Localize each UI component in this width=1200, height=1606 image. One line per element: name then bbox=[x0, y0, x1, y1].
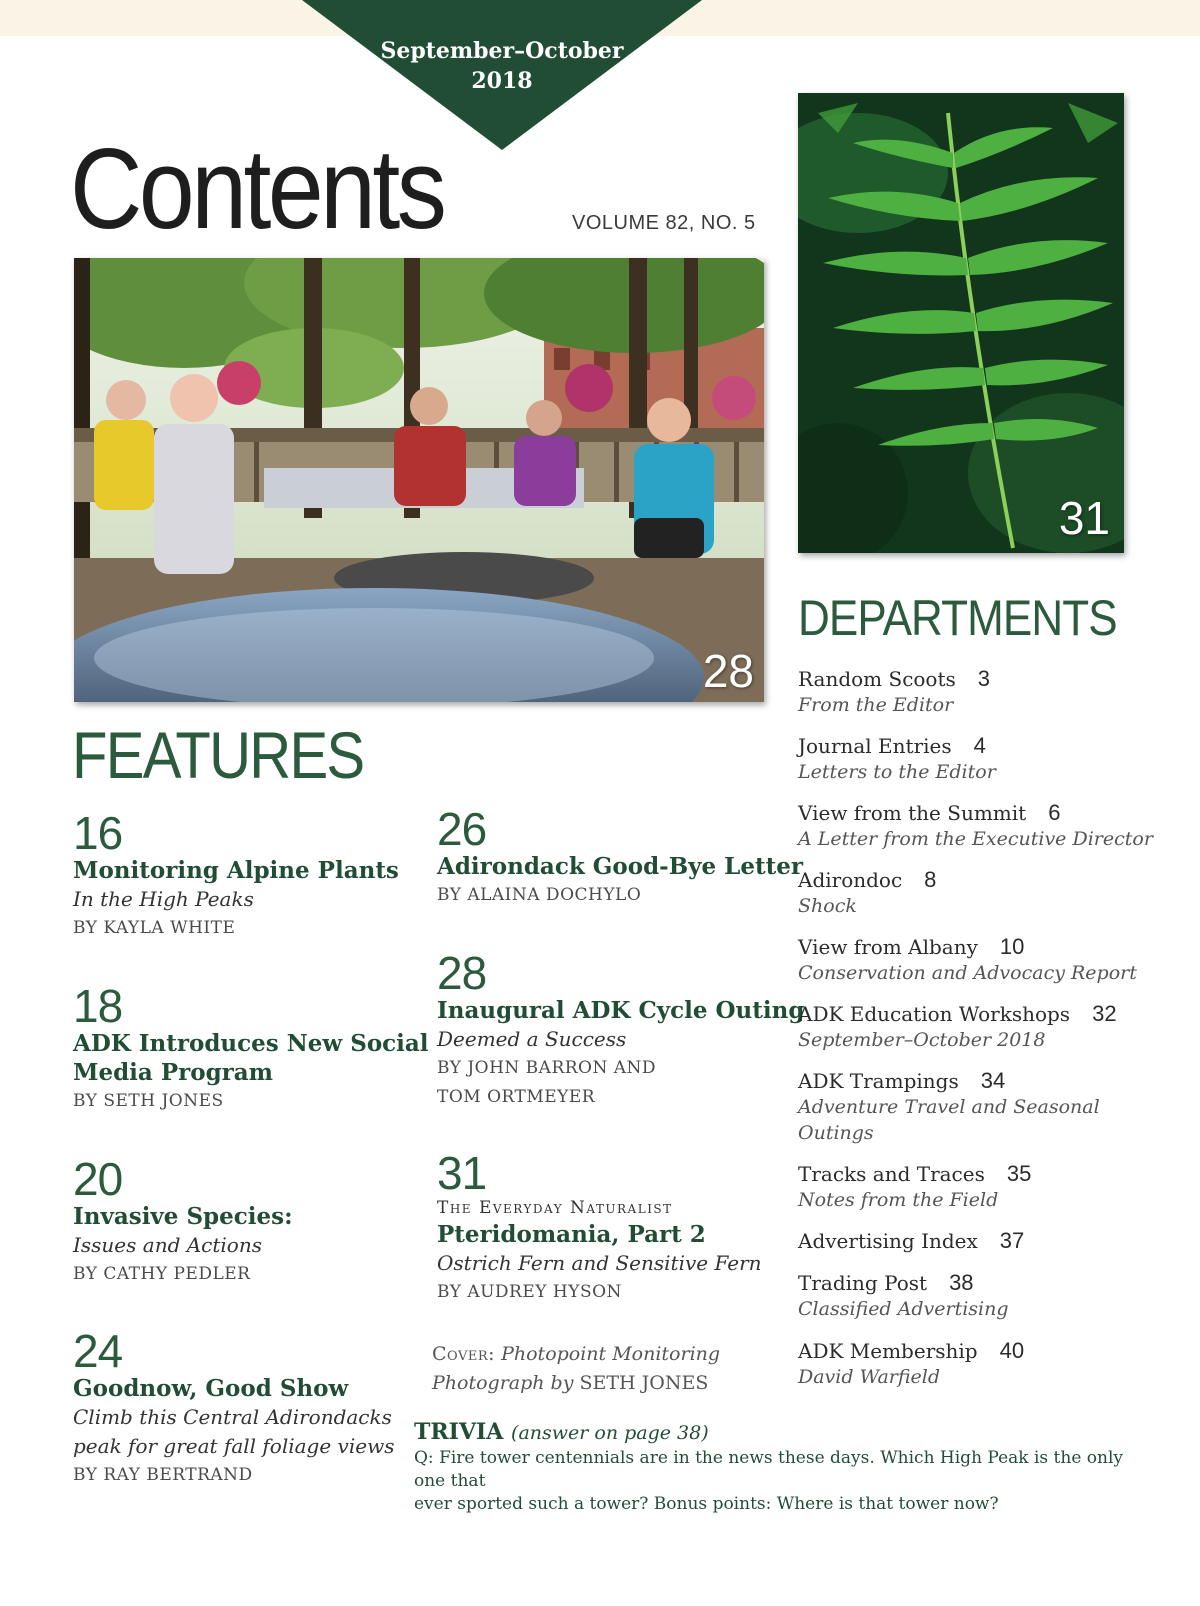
department-subtitle: Conservation and Advocacy Report bbox=[798, 962, 1137, 984]
feature-byline: BY AUDREY HYSON bbox=[437, 1282, 622, 1302]
department-title[interactable]: ADK Membership bbox=[798, 1339, 978, 1363]
department-title[interactable]: Tracks and Traces bbox=[798, 1162, 985, 1186]
feature-item-cycle-outing[interactable] bbox=[437, 947, 805, 1112]
department-item[interactable] bbox=[798, 1001, 1117, 1053]
feature-page-number: 31 bbox=[437, 1147, 487, 1199]
feature-subtitle: In the High Peaks bbox=[73, 887, 254, 911]
department-title[interactable]: Adirondoc bbox=[798, 868, 903, 892]
department-subtitle: From the Editor bbox=[798, 694, 954, 716]
department-item[interactable] bbox=[798, 934, 1137, 986]
feature-title[interactable]: Invasive Species: bbox=[73, 1203, 293, 1230]
department-subtitle-line2: Outings bbox=[798, 1122, 874, 1144]
fern-photo-page-number: 31 bbox=[1058, 492, 1110, 544]
feature-byline: BY KAYLA WHITE bbox=[73, 918, 236, 938]
feature-byline: BY ALAINA DOCHYLO bbox=[437, 885, 642, 905]
department-subtitle: A Letter from the Executive Director bbox=[798, 828, 1153, 850]
department-subtitle: Notes from the Field bbox=[798, 1189, 999, 1211]
department-page-number: 35 bbox=[1006, 1161, 1032, 1186]
cycle-outing-photo bbox=[74, 258, 764, 702]
feature-title[interactable]: Adirondack Good-Bye Letter bbox=[437, 853, 803, 880]
department-subtitle: Shock bbox=[798, 895, 857, 917]
feature-page-number: 18 bbox=[73, 980, 123, 1032]
department-page-number: 6 bbox=[1048, 800, 1061, 825]
department-title[interactable]: Random Scoots bbox=[798, 667, 956, 691]
department-page-number: 37 bbox=[999, 1228, 1025, 1253]
page-title: Contents bbox=[70, 126, 444, 253]
feature-title[interactable]: Inaugural ADK Cycle Outing bbox=[437, 997, 805, 1024]
issue-date bbox=[302, 36, 702, 96]
department-page-number: 34 bbox=[980, 1068, 1006, 1093]
department-item[interactable] bbox=[798, 867, 936, 919]
feature-subtitle: Issues and Actions bbox=[73, 1233, 262, 1257]
department-page-number: 32 bbox=[1092, 1001, 1117, 1026]
trivia-question-line2: ever sported such a tower? Bonus points: Where is that tower now? bbox=[414, 1494, 999, 1514]
feature-title-line2[interactable]: Media Program bbox=[73, 1059, 274, 1086]
feature-byline: BY SETH JONES bbox=[73, 1091, 224, 1111]
feature-page-number: 24 bbox=[73, 1325, 123, 1377]
feature-title[interactable]: Pteridomania, Part 2 bbox=[437, 1221, 706, 1248]
feature-page-number: 20 bbox=[73, 1153, 123, 1205]
trivia-heading: TRIVIA bbox=[414, 1419, 504, 1445]
departments-heading: DEPARTMENTS bbox=[798, 590, 1117, 646]
department-subtitle: Classified Advertising bbox=[798, 1298, 1009, 1320]
cover-credit bbox=[432, 1340, 720, 1398]
fern-illustration bbox=[798, 93, 1124, 553]
department-subtitle: September–October 2018 bbox=[798, 1029, 1046, 1051]
department-title[interactable]: Advertising Index bbox=[798, 1229, 978, 1253]
feature-subtitle-line2: peak for great fall foliage views bbox=[73, 1434, 395, 1458]
feature-item-alpine-plants[interactable] bbox=[73, 807, 399, 943]
main-photo-page-number: 28 bbox=[702, 645, 754, 697]
feature-page-number: 28 bbox=[437, 947, 487, 999]
feature-byline-line2: TOM ORTMEYER bbox=[437, 1087, 596, 1107]
department-item[interactable] bbox=[798, 1161, 1031, 1213]
department-page-number: 4 bbox=[973, 733, 986, 758]
features-heading: FEATURES bbox=[72, 718, 364, 792]
feature-item-goodbye-letter[interactable] bbox=[437, 803, 803, 910]
department-item[interactable] bbox=[798, 1228, 1024, 1254]
department-title[interactable]: View from the Summit bbox=[798, 801, 1027, 825]
feature-subtitle: Climb this Central Adirondacks bbox=[73, 1405, 392, 1429]
issue-year: 2018 bbox=[471, 68, 533, 94]
photographer-name: SETH JONES bbox=[579, 1372, 709, 1394]
feature-item-invasive-species[interactable] bbox=[73, 1153, 293, 1289]
department-subtitle: Letters to the Editor bbox=[798, 761, 996, 783]
issue-months: September–October bbox=[380, 38, 624, 64]
feature-item-pteridomania[interactable] bbox=[437, 1147, 762, 1307]
department-title[interactable]: ADK Trampings bbox=[798, 1069, 959, 1093]
department-item[interactable] bbox=[798, 733, 996, 785]
feature-byline: BY RAY BERTRAND bbox=[73, 1465, 253, 1485]
department-title[interactable]: Trading Post bbox=[798, 1271, 928, 1295]
feature-subtitle: Deemed a Success bbox=[437, 1027, 627, 1051]
trivia-answer-note: (answer on page 38) bbox=[511, 1422, 709, 1444]
department-page-number: 8 bbox=[924, 867, 937, 892]
department-subtitle: David Warfield bbox=[798, 1366, 941, 1388]
department-item[interactable] bbox=[798, 1068, 1100, 1146]
cover-description: Photopoint Monitoring bbox=[501, 1343, 721, 1365]
feature-title[interactable]: Monitoring Alpine Plants bbox=[73, 857, 399, 884]
photo-credit-label: Photograph by bbox=[432, 1372, 574, 1394]
feature-title[interactable]: ADK Introduces New Social bbox=[73, 1030, 429, 1057]
volume-number: VOLUME 82, NO. 5 bbox=[572, 212, 756, 234]
feature-item-goodnow[interactable] bbox=[73, 1325, 395, 1490]
department-page-number: 3 bbox=[977, 666, 991, 691]
cycle-outing-illustration bbox=[74, 258, 764, 702]
department-item[interactable] bbox=[798, 1338, 1024, 1390]
feature-page-number: 16 bbox=[73, 807, 123, 859]
cover-label: Cover: bbox=[432, 1343, 496, 1365]
department-page-number: 40 bbox=[999, 1338, 1025, 1363]
feature-item-social-media[interactable] bbox=[73, 980, 429, 1116]
feature-title[interactable]: Goodnow, Good Show bbox=[73, 1375, 349, 1402]
feature-column-kicker: The Everyday Naturalist bbox=[437, 1198, 673, 1218]
department-page-number: 38 bbox=[949, 1270, 974, 1295]
feature-byline: BY JOHN BARRON AND bbox=[437, 1058, 657, 1078]
department-item[interactable] bbox=[798, 666, 990, 718]
department-page-number: 10 bbox=[999, 934, 1025, 959]
feature-byline: BY CATHY PEDLER bbox=[73, 1264, 251, 1284]
trivia-box bbox=[414, 1418, 1134, 1516]
feature-page-number: 26 bbox=[437, 803, 487, 855]
department-title[interactable]: Journal Entries bbox=[798, 734, 952, 758]
trivia-question: Q: Fire tower centennials are in the news these days. Which High Peak is the only one that bbox=[414, 1448, 1124, 1491]
fern-photo bbox=[798, 93, 1124, 553]
department-title[interactable]: ADK Education Workshops bbox=[798, 1002, 1071, 1026]
department-subtitle: Adventure Travel and Seasonal bbox=[798, 1096, 1100, 1118]
feature-subtitle: Ostrich Fern and Sensitive Fern bbox=[437, 1251, 762, 1275]
department-item[interactable] bbox=[798, 1270, 1009, 1322]
department-item[interactable] bbox=[798, 800, 1153, 852]
department-title[interactable]: View from Albany bbox=[798, 935, 978, 959]
